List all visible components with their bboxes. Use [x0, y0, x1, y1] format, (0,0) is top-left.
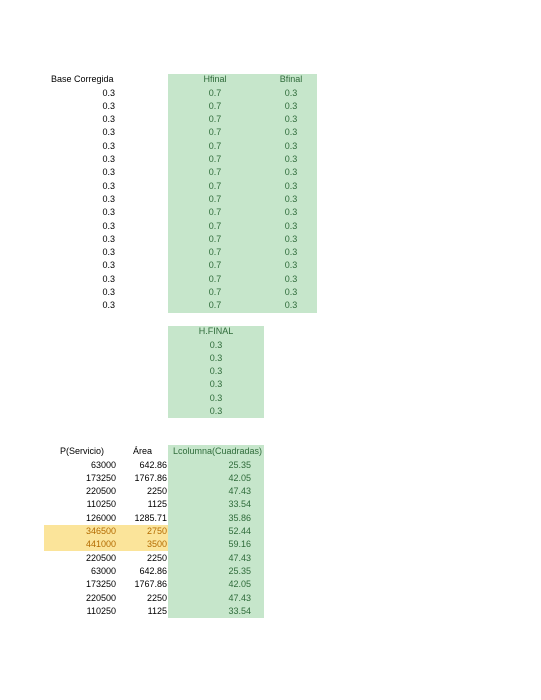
h-final-cell: 0.3 — [209, 406, 223, 416]
bfinal-cell: 0.3 — [284, 87, 298, 98]
area-cell: 2250 — [146, 486, 167, 497]
area-cell: 2750 — [146, 526, 167, 536]
area-cell: 1767.86 — [134, 579, 167, 590]
base-corregida-cell: 0.3 — [102, 127, 115, 138]
lcolumna-header: Lcolumna(Cuadradas) — [173, 446, 263, 456]
h-final-cell: 0.3 — [209, 352, 223, 363]
area-cell: 1125 — [147, 499, 167, 510]
hfinal-cell: 0.7 — [208, 167, 222, 178]
p-servicio-cell: 126000 — [85, 512, 116, 523]
h-final-cell: 0.3 — [209, 366, 223, 377]
base-corregida-header: Base Corregida — [51, 74, 114, 84]
hfinal-cell: 0.7 — [208, 127, 222, 138]
base-corregida-cell: 0.3 — [102, 287, 115, 297]
hfinal-cell: 0.7 — [208, 287, 222, 297]
hfinal-cell: 0.7 — [208, 140, 222, 151]
base-corregida-cell: 0.3 — [102, 140, 115, 151]
area-header: Área — [133, 446, 153, 456]
lcolumna-cell: 33.54 — [228, 605, 251, 616]
area-cell: 2250 — [146, 592, 167, 603]
lcolumna-cell: 35.86 — [228, 512, 251, 523]
base-corregida-cell: 0.3 — [102, 154, 115, 164]
bfinal-cell: 0.3 — [284, 207, 298, 218]
base-corregida-cell: 0.3 — [102, 220, 115, 231]
bfinal-cell: 0.3 — [284, 180, 298, 191]
base-corregida-cell: 0.3 — [102, 207, 115, 218]
p-servicio-cell: 110250 — [86, 499, 116, 510]
bfinal-cell: 0.3 — [284, 260, 298, 271]
bfinal-cell: 0.3 — [284, 300, 298, 311]
base-corregida-cell: 0.3 — [102, 167, 115, 178]
lcolumna-cell: 25.35 — [228, 459, 251, 470]
hfinal-cell: 0.7 — [208, 114, 222, 125]
p-servicio-cell: 110250 — [86, 605, 116, 616]
p-servicio-cell: 441000 — [85, 539, 116, 550]
base-corregida-cell: 0.3 — [102, 100, 115, 111]
bfinal-cell: 0.3 — [284, 287, 298, 297]
bfinal-cell: 0.3 — [284, 247, 298, 258]
bfinal-cell: 0.3 — [284, 273, 298, 284]
area-cell: 1285.71 — [134, 512, 167, 523]
base-corregida-cell: 0.3 — [102, 300, 115, 311]
h-final-cell: 0.3 — [209, 339, 223, 350]
p-servicio-cell: 63000 — [90, 565, 116, 576]
lcolumna-cell: 52.44 — [228, 526, 251, 536]
bfinal-cell: 0.3 — [284, 114, 298, 125]
bfinal-cell: 0.3 — [284, 140, 298, 151]
area-cell: 1125 — [147, 605, 167, 616]
hfinal-cell: 0.7 — [208, 207, 222, 218]
base-corregida-cell: 0.3 — [102, 87, 115, 98]
area-cell: 642.86 — [139, 459, 167, 470]
bfinal-cell: 0.3 — [284, 233, 298, 244]
hfinal-cell: 0.7 — [208, 100, 222, 111]
p-servicio-cell: 63000 — [90, 459, 116, 470]
base-corregida-cell: 0.3 — [102, 114, 115, 125]
bfinal-cell: 0.3 — [284, 127, 298, 138]
bfinal-cell: 0.3 — [284, 193, 298, 204]
bfinal-cell: 0.3 — [284, 220, 298, 231]
bfinal-cell: 0.3 — [284, 154, 298, 164]
hfinal-cell: 0.7 — [208, 193, 222, 204]
lcolumna-cell: 42.05 — [228, 579, 251, 590]
bfinal-header: Bfinal — [279, 74, 303, 84]
area-cell: 1767.86 — [134, 472, 167, 483]
base-corregida-cell: 0.3 — [102, 180, 115, 191]
hfinal-cell: 0.7 — [208, 300, 222, 311]
hfinal-cell: 0.7 — [208, 180, 222, 191]
base-corregida-cell: 0.3 — [102, 273, 115, 284]
base-corregida-cell: 0.3 — [102, 193, 115, 204]
p-servicio-cell: 220500 — [85, 486, 116, 497]
hfinal-cell: 0.7 — [208, 273, 222, 284]
p-servicio-cell: 346500 — [85, 526, 116, 536]
p-servicio-header: P(Servicio) — [60, 446, 105, 456]
lcolumna-cell: 42.05 — [228, 472, 251, 483]
hfinal-cell: 0.7 — [208, 247, 222, 258]
hfinal-cell: 0.7 — [208, 220, 222, 231]
area-cell: 642.86 — [139, 565, 167, 576]
hfinal-cell: 0.7 — [208, 87, 222, 98]
h-final-header: H.FINAL — [198, 326, 234, 336]
bfinal-cell: 0.3 — [284, 167, 298, 178]
lcolumna-cell: 47.43 — [228, 592, 251, 603]
p-servicio-cell: 220500 — [85, 592, 116, 603]
lcolumna-cell: 47.43 — [228, 552, 251, 563]
base-corregida-cell: 0.3 — [102, 233, 115, 244]
bfinal-cell: 0.3 — [284, 100, 298, 111]
hfinal-cell: 0.7 — [208, 260, 222, 271]
lcolumna-cell: 25.35 — [228, 565, 251, 576]
lcolumna-cell: 33.54 — [228, 499, 251, 510]
base-corregida-cell: 0.3 — [102, 247, 115, 258]
lcolumna-cell: 59.16 — [228, 539, 251, 550]
hfinal-cell: 0.7 — [208, 154, 222, 164]
h-final-cell: 0.3 — [209, 379, 223, 390]
p-servicio-cell: 173250 — [85, 579, 116, 590]
base-corregida-cell: 0.3 — [102, 260, 115, 271]
lcolumna-cell: 47.43 — [228, 486, 251, 497]
p-servicio-cell: 173250 — [85, 472, 116, 483]
p-servicio-cell: 220500 — [85, 552, 116, 563]
area-cell: 3500 — [146, 539, 167, 550]
h-final-cell: 0.3 — [209, 392, 223, 403]
hfinal-header: Hfinal — [203, 74, 227, 84]
hfinal-cell: 0.7 — [208, 233, 222, 244]
area-cell: 2250 — [146, 552, 167, 563]
